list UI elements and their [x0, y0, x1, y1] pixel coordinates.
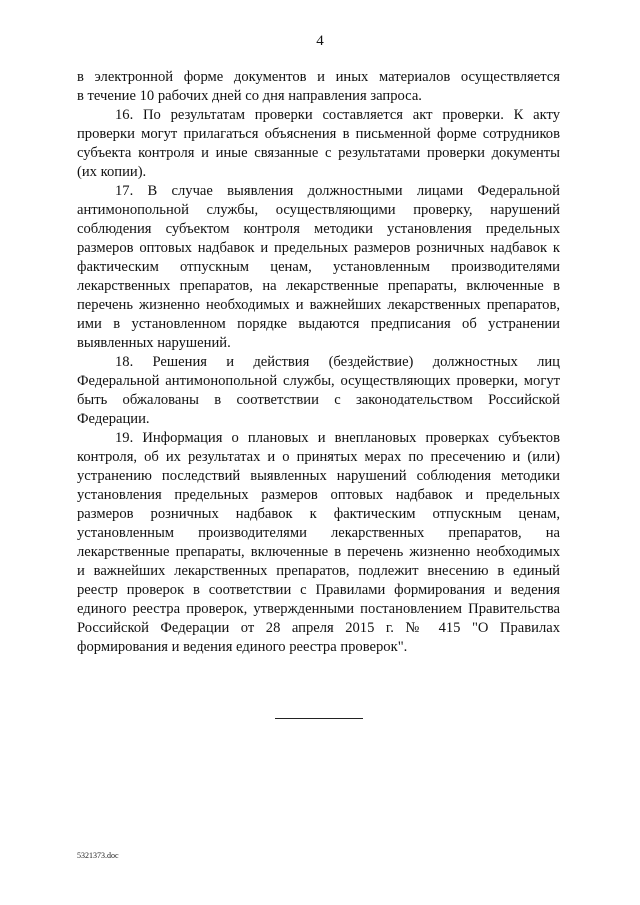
text-line: фактическим отпускным ценам, установленным производителями	[77, 259, 560, 275]
text-line: формирования и ведения единого реестра проверок".	[77, 639, 408, 655]
text-line: 18. Решения и действия (бездействие) должностных лиц	[115, 354, 560, 370]
paragraph-continuation	[77, 68, 560, 106]
text-line: и важнейших лекарственных препаратов, подлежит внесению в единый	[77, 563, 560, 579]
text-line: (их копии).	[77, 164, 147, 180]
text-line: антимонопольной службы, осуществляющими проверку, нарушений	[77, 202, 560, 218]
footer-document-code: 5321373.doc	[77, 851, 119, 860]
text-line: размеров оптовых надбавок и предельных размеров розничных надбавок к	[77, 240, 560, 256]
text-line: 19. Информация о плановых и внеплановых проверках субъектов	[115, 430, 560, 446]
text-line: 17. В случае выявления должностными лицами Федеральной	[115, 183, 560, 199]
end-divider	[275, 718, 363, 719]
text-line: реестр проверок в соответствии с Правилами формирования и ведения	[77, 582, 560, 598]
text-line: лекарственных препаратов, на лекарственные препараты, включенные в	[77, 278, 560, 294]
text-line: контроля, об их результатах и о принятых мерах по пресечению и (или)	[77, 449, 560, 465]
text-line: размеров розничных надбавок к фактическим отпускным ценам,	[77, 506, 560, 522]
document-body	[77, 68, 560, 657]
text-line: Федерации.	[77, 411, 150, 427]
text-line: выявленных нарушений.	[77, 335, 231, 351]
paragraph-item-17	[77, 182, 560, 353]
text-line: субъекта контроля и иные связанные с результатами проверки документы	[77, 145, 560, 161]
paragraph-item-19	[77, 429, 560, 657]
text-line: ими в установленном порядке выдаются предписания об устранении	[77, 316, 560, 332]
text-line: единого реестра проверок, утвержденными постановлением Правительства	[77, 601, 560, 617]
text-line: установленным производителями лекарственных препаратов, на	[77, 525, 560, 541]
text-line: устранению последствий выявленных нарушений соблюдения методики	[77, 468, 560, 484]
text-line: лекарственные препараты, включенные в перечень жизненно необходимых	[77, 544, 560, 560]
text-line: установления предельных размеров оптовых надбавок и предельных	[77, 487, 560, 503]
text-line: Федеральной антимонопольной службы, осуществляющих проверки, могут	[77, 373, 560, 389]
text-line: в электронной форме документов и иных материалов осуществляется	[77, 69, 560, 85]
text-line: быть обжалованы в соответствии с законодательством Российской	[77, 392, 560, 408]
paragraph-item-16	[77, 106, 560, 182]
text-line: 16. По результатам проверки составляется акт проверки. К акту	[115, 107, 560, 123]
text-line: в течение 10 рабочих дней со дня направления запроса.	[77, 88, 422, 104]
text-line: Российской Федерации от 28 апреля 2015 г. № 415 "О Правилах	[77, 620, 560, 636]
paragraph-item-18	[77, 353, 560, 429]
page-number: 4	[316, 33, 324, 49]
text-line: проверки могут прилагаться объяснения в письменной форме сотрудников	[77, 126, 560, 142]
text-line: перечень жизненно необходимых и важнейших лекарственных препаратов,	[77, 297, 560, 313]
text-line: соблюдения субъектом контроля методики установления предельных	[77, 221, 560, 237]
